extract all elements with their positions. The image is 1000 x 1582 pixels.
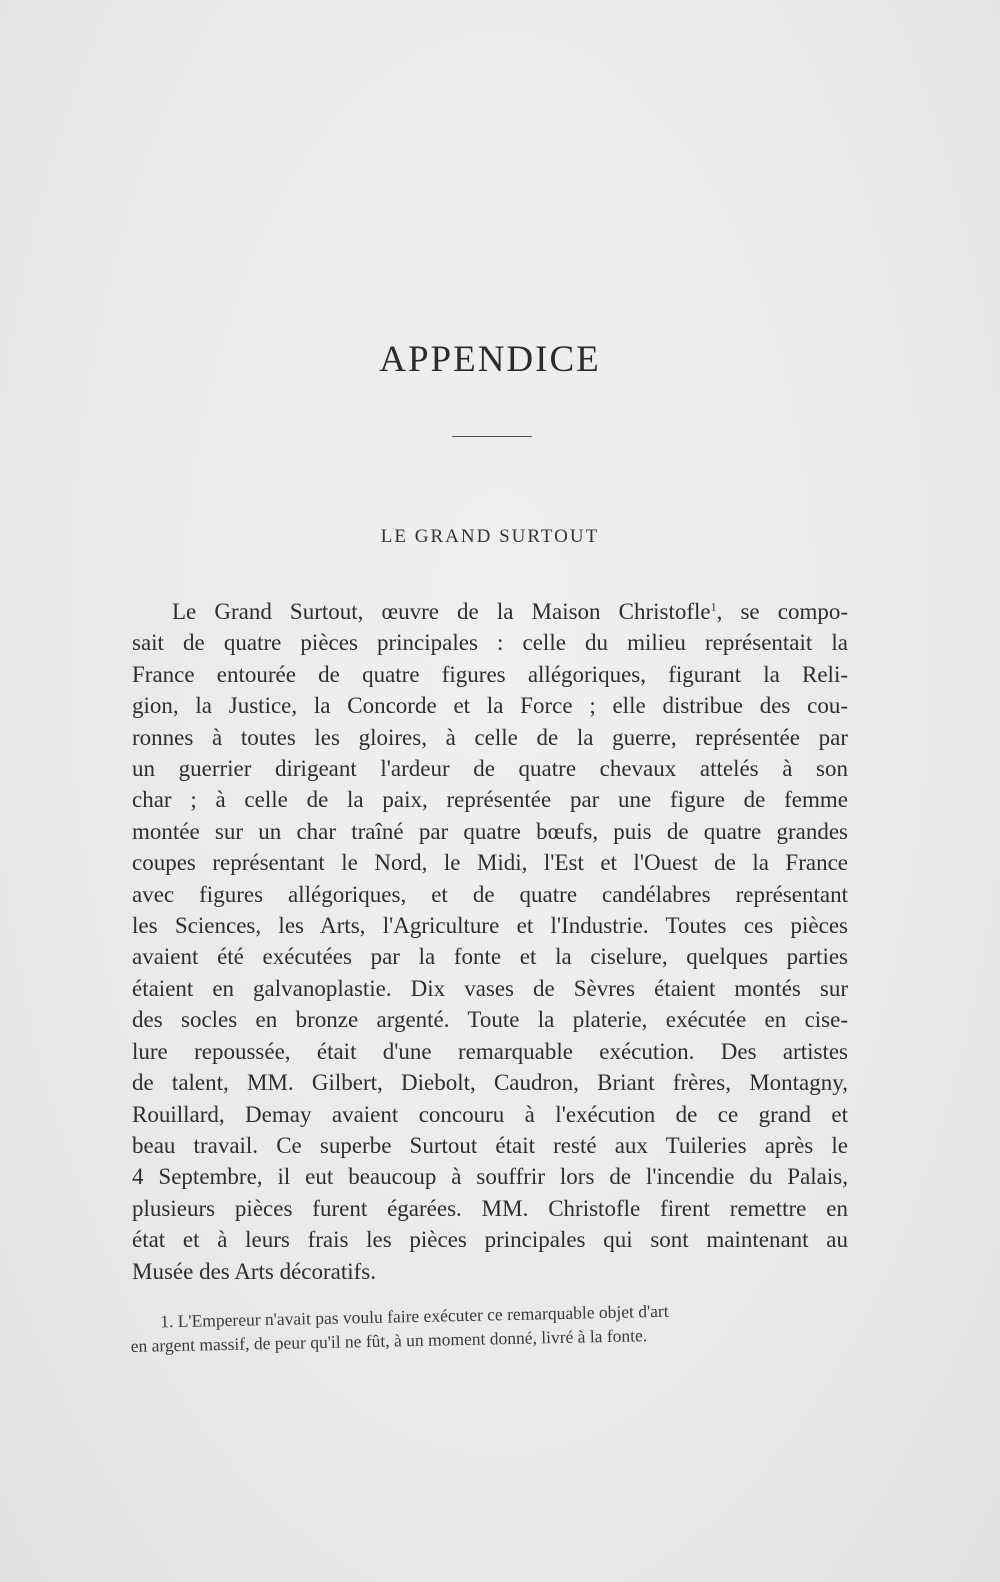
paragraph-line-tail: , se compo- — [716, 599, 848, 624]
paragraph-line-text: Le Grand Surtout, œuvre de la Maison Christofle — [172, 599, 711, 624]
footnote-reference: 1 — [710, 599, 717, 614]
paragraph-line: les Sciences, les Arts, l'Agriculture et l'Industrie. Toutes ces pièces — [132, 913, 848, 939]
paragraph-line: char ; à celle de la paix, représentée par une figure de femme — [132, 787, 848, 813]
paragraph-line: avec figures allégoriques, et de quatre candélabres représentant — [132, 881, 848, 907]
paragraph-line: sait de quatre pièces principales : celle du milieu représentait la — [132, 630, 848, 656]
paragraph-line: Rouillard, Demay avaient concouru à l'exécution de ce grand et — [132, 1101, 848, 1127]
title-rule-divider — [452, 436, 532, 437]
paragraph-line: coupes représentant le Nord, le Midi, l'Est et l'Ouest de la France — [132, 850, 848, 876]
paragraph-line: 4 Septembre, il eut beaucoup à souffrir lors de l'incendie du Palais, — [132, 1164, 848, 1190]
section-heading: LE GRAND SURTOUT — [380, 526, 600, 547]
footnote-line: en argent massif, de peur qu'il ne fût, à un moment donné, livré à la fonte. — [130, 1325, 648, 1356]
body-paragraph — [132, 596, 848, 1287]
paragraph-line: plusieurs pièces furent égarées. MM. Christofle firent remettre en — [132, 1195, 848, 1221]
paragraph-line: gion, la Justice, la Concorde et la Force ; elle distribue des cou- — [132, 693, 848, 719]
paragraph-line: lure repoussée, était d'une remarquable exécution. Des artistes — [132, 1038, 848, 1064]
paragraph-line: étaient en galvanoplastie. Dix vases de Sèvres étaient montés sur — [132, 975, 848, 1001]
paragraph-line: Musée des Arts décoratifs. — [132, 1258, 376, 1284]
paragraph-line: France entourée de quatre figures allégoriques, figurant la Reli- — [132, 661, 848, 687]
paragraph-line: montée sur un char traîné par quatre bœufs, puis de quatre grandes — [132, 818, 848, 844]
paragraph-line: de talent, MM. Gilbert, Diebolt, Caudron, Briant frères, Montagny, — [132, 1070, 848, 1096]
paragraph-line: avaient été exécutées par la fonte et la ciselure, quelques parties — [132, 944, 848, 970]
paragraph-line: des socles en bronze argenté. Toute la platerie, exécutée en cise- — [132, 1007, 848, 1033]
paragraph-line: ronnes à toutes les gloires, à celle de la guerre, représentée par — [132, 724, 848, 750]
page-title: APPENDICE — [379, 339, 601, 380]
footnote — [130, 1295, 841, 1358]
paragraph-line — [132, 596, 848, 627]
paragraph-line: état et à leurs frais les pièces principales qui sont maintenant au — [132, 1227, 848, 1253]
paragraph-line: un guerrier dirigeant l'ardeur de quatre chevaux attelés à son — [132, 756, 848, 782]
footnote-line: 1. L'Empereur n'avait pas voulu faire exécuter ce remarquable objet d'art — [160, 1300, 669, 1332]
paragraph-line: beau travail. Ce superbe Surtout était resté aux Tuileries après le — [132, 1132, 848, 1158]
